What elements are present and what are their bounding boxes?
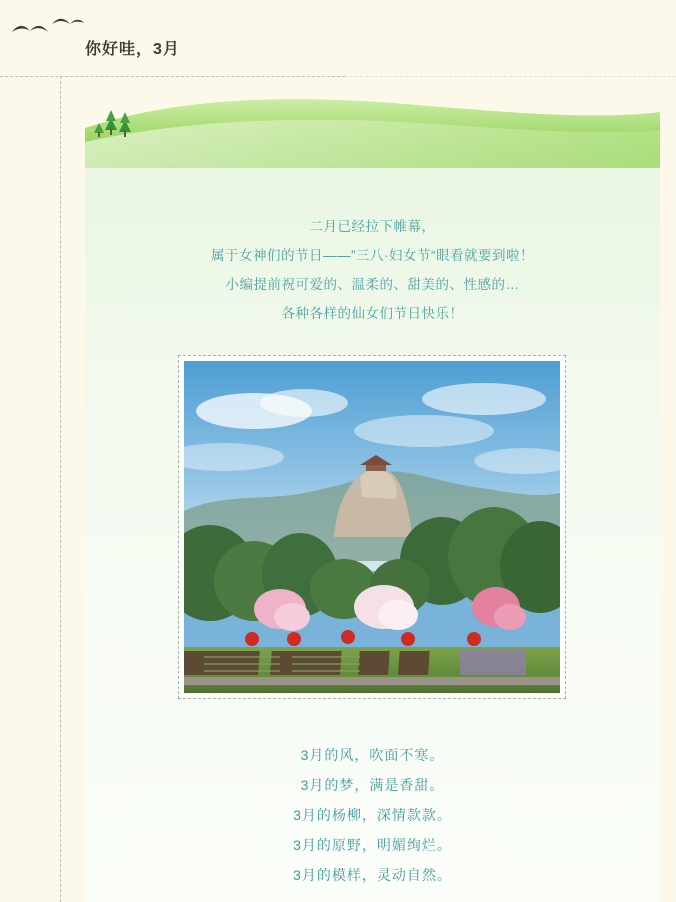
page-header [0, 0, 676, 76]
verse-line-5: 3月的模样，灵动自然。 [293, 867, 452, 883]
verses-text [85, 740, 660, 890]
left-vertical-divider [60, 76, 61, 902]
intro-line-4: 各种各样的仙女们节日快乐！ [281, 306, 464, 321]
verse-line-3: 3月的杨柳，深情款款。 [293, 807, 452, 823]
header-divider [0, 76, 345, 77]
intro-line-1: 二月已经拉下帷幕， [309, 219, 436, 234]
banner-area [85, 90, 660, 168]
intro-line-2: 属于女神们的节日——”三八·妇女节“眼看就要到啦！ [211, 248, 534, 263]
landscape-photo [184, 361, 560, 693]
intro-line-3: 小编提前祝可爱的、温柔的、甜美的、性感的… [225, 277, 520, 292]
verse-line-2: 3月的梦，满是香甜。 [300, 777, 445, 793]
birds-icon [8, 14, 88, 46]
verse-line-4: 3月的原野，明媚绚烂。 [293, 837, 452, 853]
verse-line-1: 3月的风，吹面不寒。 [300, 747, 445, 763]
photo-frame [178, 355, 566, 699]
intro-text [85, 212, 660, 328]
header-divider-right [345, 76, 676, 77]
page-title: 你好哇，3月 [85, 41, 180, 58]
hill-banner [85, 90, 660, 168]
